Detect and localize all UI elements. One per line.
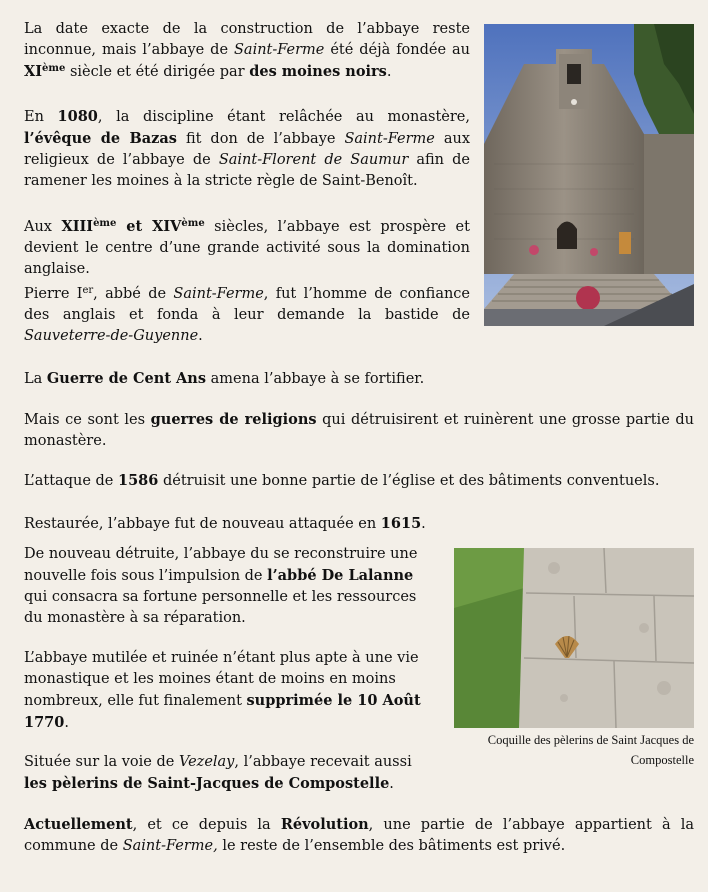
- shell-photo-caption: Coquille des pèlerins de Saint Jacques de Compostelle: [487, 733, 694, 767]
- paragraph-attack-1586: L’attaque de 1586 détruisit une bonne partie de l’église et des bâtiments conventuels.: [24, 472, 660, 489]
- paragraph-1080: En 1080, la discipline étant relâchée au monastère, l’évêque de Bazas fit don de l’abbaye Saint-Ferme aux religieux de l’abbaye de Saint-Florent de Saumur afin de ramener les moines à la stricte règle de Saint-Benoît.: [24, 108, 470, 189]
- pilgrim-shell-photo: [454, 548, 694, 728]
- paragraph-attack-1615: Restaurée, l’abbaye fut de nouveau attaquée en 1615.: [24, 515, 426, 532]
- paragraph-reconstruction: De nouveau détruite, l’abbaye du se reconstruire une nouvelle fois sous l’impulsion de l’abbé De Lalanne qui consacra sa fortune personnelle et les ressources du monastère à sa réparation.: [24, 546, 418, 626]
- paragraph-13th-14th-centuries: Aux XIIIème et XIVème siècles, l’abbaye est prospère et devient le centre d’une grande activité sous la domination anglaise.: [24, 218, 470, 277]
- paragraph-suppression: L’abbaye mutilée et ruinée n’étant plus apte à une vie monastique et les moines étant de moins en moins nombreux, elle fut finalement supprimée le 10 Août 1770.: [24, 650, 421, 731]
- paragraph-foundation: La date exacte de la construction de l’abbaye reste inconnue, mais l’abbaye de Saint-Ferme été déjà fondée au XIème siècle et été dirigée par des moines noirs.: [24, 21, 470, 80]
- paragraph-hundred-years-war: La Guerre de Cent Ans amena l’abbaye à se fortifier.: [24, 370, 425, 387]
- paragraph-wars-of-religion: Mais ce sont les guerres de religions qui détruisirent et ruinèrent une grosse partie du monastère.: [24, 411, 694, 449]
- paragraph-pilgrims: Située sur la voie de Vezelay, l’abbaye recevait aussi les pèlerins de Saint-Jacques de Compostelle.: [24, 754, 412, 792]
- paragraph-today: Actuellement, et ce depuis la Révolution, une partie de l’abbaye appartient à la commune de Saint-Ferme, le reste de l’ensemble des bâtiments est privé.: [24, 816, 695, 854]
- paragraph-pierre-1er: Pierre Ier, abbé de Saint-Ferme, fut l’homme de confiance des anglais et fonda à leur demande la bastide de Sauveterre-de-Guyenne.: [24, 285, 470, 344]
- abbey-church-photo: [484, 24, 694, 326]
